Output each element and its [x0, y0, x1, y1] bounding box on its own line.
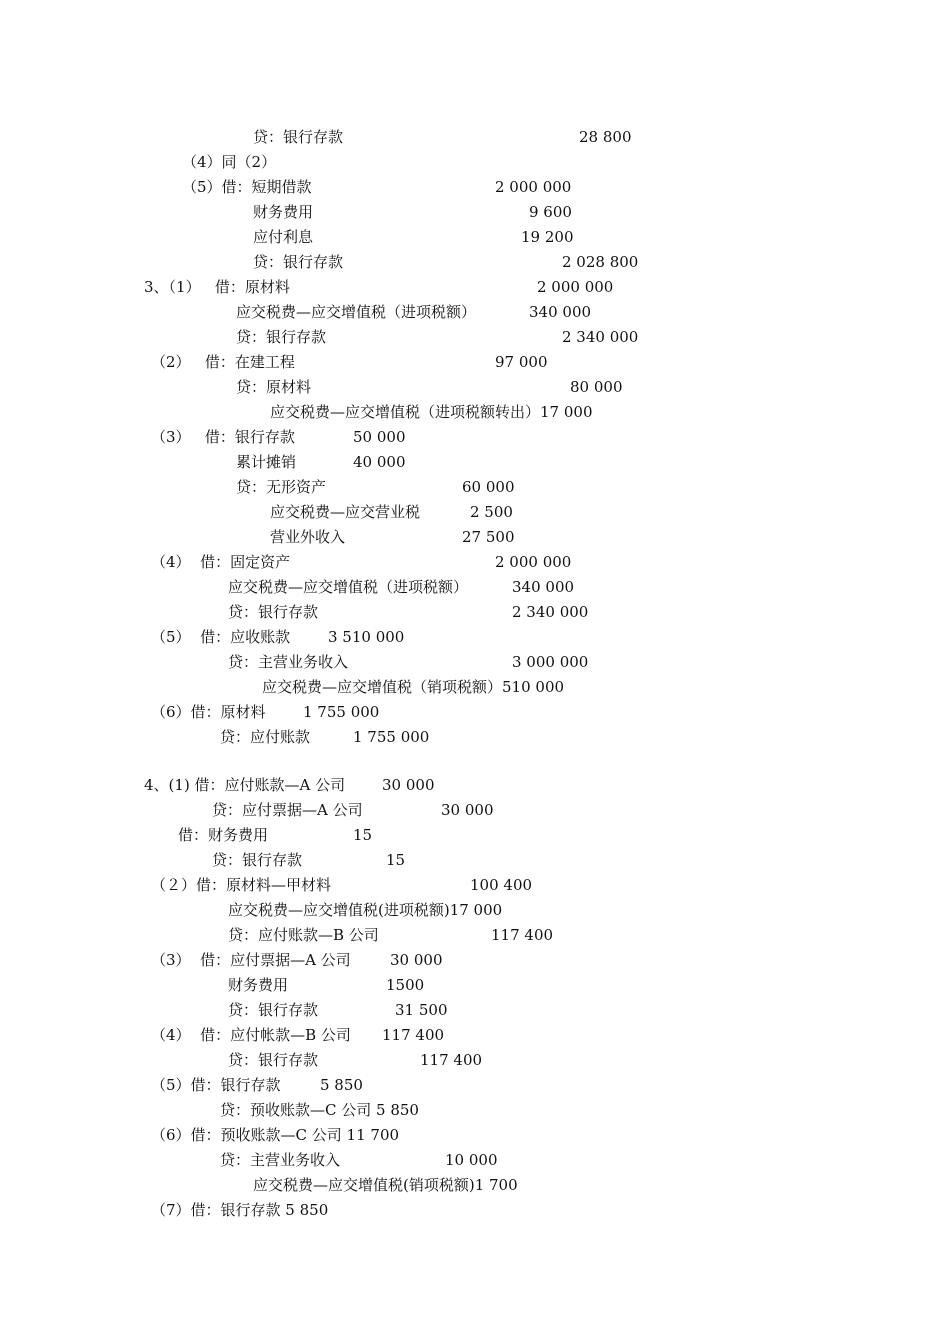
account-text: 财务费用: [253, 203, 314, 221]
entry-line: [0, 898, 950, 923]
account-text: 应交税费—应交增值税（进项税额）: [228, 578, 469, 596]
amount-text: 30 000: [390, 951, 443, 969]
amount-text: 27 500: [462, 528, 515, 546]
account-text: 贷：应付票据—A 公司: [212, 801, 363, 819]
account-text: 累计摊销: [236, 453, 297, 471]
entry-line: [0, 1123, 950, 1148]
entry-line: [0, 200, 950, 225]
amount-text: 10 000: [445, 1151, 498, 1169]
account-text: 贷：银行存款: [236, 328, 327, 346]
account-text: （4） 借：应付帐款—B 公司: [151, 1026, 351, 1044]
account-text: （3） 借：银行存款: [151, 428, 295, 446]
entry-line: [0, 1173, 950, 1198]
amount-text: 30 000: [441, 801, 494, 819]
entry-line: [0, 450, 950, 475]
account-text: 财务费用: [228, 976, 289, 994]
entry-line: [0, 1073, 950, 1098]
entry-line: [0, 400, 950, 425]
amount-text: 3 000 000: [512, 653, 589, 671]
amount-text: 60 000: [462, 478, 515, 496]
account-text: （6）借：预收账款—C 公司 11 700: [151, 1126, 400, 1144]
amount-text: 97 000: [495, 353, 548, 371]
account-text: （6）借：原材料: [151, 703, 266, 721]
amount-text: 117 400: [382, 1026, 445, 1044]
account-text: 借：财务费用: [178, 826, 269, 844]
account-text: （7）借：银行存款 5 850: [151, 1201, 329, 1219]
entry-line: [0, 125, 950, 150]
entry-line: [0, 325, 950, 350]
amount-text: 2 000 000: [495, 553, 572, 571]
entry-line: [0, 600, 950, 625]
account-text: 应交税费—应交增值税(进项税额)17 000: [228, 901, 503, 919]
amount-text: 31 500: [395, 1001, 448, 1019]
account-text: 应付利息: [253, 228, 314, 246]
account-text: （3） 借：应付票据—A 公司: [151, 951, 351, 969]
entry-line: [0, 848, 950, 873]
entry-line: [0, 350, 950, 375]
entry-line: [0, 1048, 950, 1073]
amount-text: 40 000: [353, 453, 406, 471]
account-text: 贷：银行存款: [253, 253, 344, 271]
account-text: （２）借：原材料—甲材料: [151, 876, 332, 894]
entry-line: [0, 873, 950, 898]
account-text: （5） 借：应收账款: [151, 628, 291, 646]
amount-text: 9 600: [529, 203, 572, 221]
amount-text: 2 000 000: [537, 278, 614, 296]
entry-line: [0, 625, 950, 650]
entry-line: [0, 175, 950, 200]
account-text: 应交税费—应交营业税: [270, 503, 421, 521]
account-text: 贷：银行存款: [228, 1051, 319, 1069]
account-text: 贷：主营业务收入: [228, 653, 349, 671]
amount-text: 117 400: [420, 1051, 483, 1069]
amount-text: 2 340 000: [562, 328, 639, 346]
entry-line: [0, 1098, 950, 1123]
account-text: 营业外收入: [270, 528, 346, 546]
entry-line: [0, 700, 950, 725]
entry-line: [0, 650, 950, 675]
account-text: （5）借：短期借款: [182, 178, 312, 196]
amount-text: 80 000: [570, 378, 623, 396]
amount-text: 117 400: [491, 926, 554, 944]
entry-line: [0, 923, 950, 948]
amount-text: 1 755 000: [353, 728, 430, 746]
account-text: 贷：原材料: [236, 378, 312, 396]
account-text: （4） 借：固定资产: [151, 553, 291, 571]
account-text: 应交税费—应交增值税（销项税额）510 000: [262, 678, 565, 696]
amount-text: 340 000: [529, 303, 592, 321]
amount-text: 15: [386, 851, 406, 869]
account-text: 应交税费—应交增值税（进项税额）: [236, 303, 477, 321]
account-text: 贷：预收账款—C 公司 5 850: [220, 1101, 419, 1119]
entry-line: [0, 1023, 950, 1048]
amount-text: 19 200: [521, 228, 574, 246]
entry-line: [0, 675, 950, 700]
account-text: 4、(1) 借：应付账款—A 公司: [144, 776, 346, 794]
amount-text: 3 510 000: [328, 628, 405, 646]
amount-text: 30 000: [382, 776, 435, 794]
account-text: 贷：银行存款: [253, 128, 344, 146]
entry-line: [0, 823, 950, 848]
account-text: 贷：银行存款: [212, 851, 303, 869]
account-text: 贷：银行存款: [228, 603, 319, 621]
entry-line: [0, 948, 950, 973]
entry-line: [0, 1148, 950, 1173]
amount-text: 2 500: [470, 503, 513, 521]
amount-text: 1 755 000: [303, 703, 380, 721]
account-text: 贷：应付账款—B 公司: [228, 926, 379, 944]
entry-line: [0, 525, 950, 550]
entry-line: [0, 300, 950, 325]
account-text: 3、（1） 借：原材料: [144, 278, 290, 296]
entry-line: [0, 973, 950, 998]
amount-text: 28 800: [579, 128, 632, 146]
entry-line: [0, 798, 950, 823]
account-text: 应交税费—应交增值税（进项税额转出）17 000: [270, 403, 593, 421]
entry-line: [0, 250, 950, 275]
entry-line: [0, 575, 950, 600]
amount-text: 1500: [386, 976, 425, 994]
entry-line: [0, 275, 950, 300]
entry-line: [0, 475, 950, 500]
entry-line: [0, 1198, 950, 1223]
entry-line: [0, 550, 950, 575]
entry-line: [0, 773, 950, 798]
account-text: （4）同（2）: [182, 153, 277, 171]
entry-line: [0, 225, 950, 250]
amount-text: 5 850: [320, 1076, 363, 1094]
account-text: （2） 借：在建工程: [151, 353, 295, 371]
entry-line: [0, 500, 950, 525]
entry-line: [0, 725, 950, 750]
account-text: 应交税费—应交增值税(销项税额)1 700: [253, 1176, 518, 1194]
account-text: 贷：应付账款: [220, 728, 311, 746]
entry-line: [0, 425, 950, 450]
entry-line: [0, 998, 950, 1023]
amount-text: 340 000: [512, 578, 575, 596]
amount-text: 50 000: [353, 428, 406, 446]
account-text: 贷：无形资产: [236, 478, 327, 496]
account-text: （5）借：银行存款: [151, 1076, 281, 1094]
amount-text: 2 028 800: [562, 253, 639, 271]
entry-line: [0, 375, 950, 400]
amount-text: 2 000 000: [495, 178, 572, 196]
amount-text: 100 400: [470, 876, 533, 894]
entry-line: [0, 150, 950, 175]
account-text: 贷：银行存款: [228, 1001, 319, 1019]
account-text: 贷：主营业务收入: [220, 1151, 341, 1169]
amount-text: 2 340 000: [512, 603, 589, 621]
amount-text: 15: [353, 826, 373, 844]
